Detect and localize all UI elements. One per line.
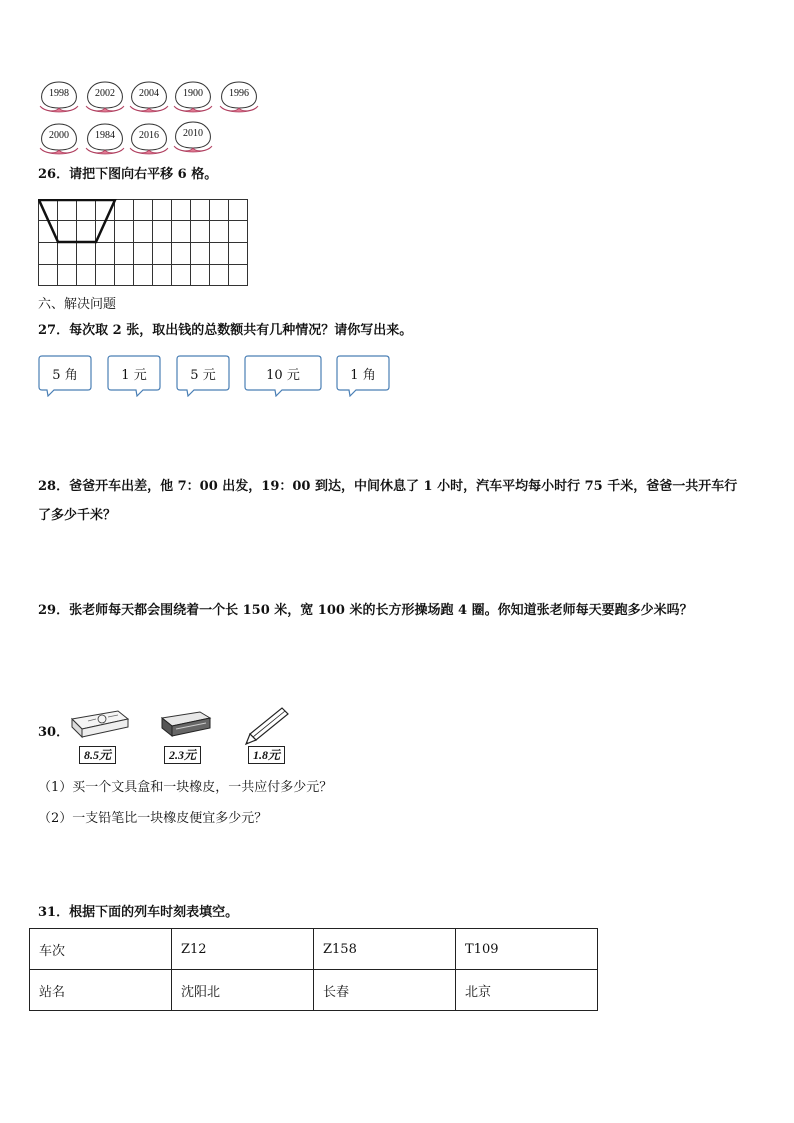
translation-grid (38, 199, 250, 289)
table-row (30, 929, 598, 970)
question-text-line2: 了多少千米？ (38, 508, 117, 523)
table-cell: 长春 (314, 970, 456, 1011)
question-31 (38, 904, 238, 922)
question-28-line2 (38, 507, 116, 525)
question-number: 27． (38, 323, 70, 338)
table-cell: Z158 (314, 929, 456, 970)
peach-year: 1984 (95, 130, 115, 141)
money-card (38, 355, 92, 389)
question-text-line1: 爸爸开车出差，他 7：00 出发，19：00 到达，中间休息了 1 小时，汽车平均每小时行 75 千米，爸爸一共开车行 (69, 479, 738, 494)
question-number: 29． (38, 603, 70, 618)
peach-1998 (36, 78, 82, 118)
peach-2016 (126, 120, 172, 160)
price-tag: 8.5元 (79, 746, 116, 764)
money-card (244, 355, 322, 389)
question-30-sub2: （2）一支铅笔比一块橡皮便宜多少元？ (38, 811, 268, 826)
money-card (176, 355, 230, 389)
peach-year: 2004 (139, 88, 159, 99)
peach-1984 (82, 120, 128, 160)
peach-2000 (36, 120, 82, 160)
question-30-number (38, 724, 69, 742)
peach-year: 2016 (139, 130, 159, 141)
money-card (107, 355, 161, 389)
question-number: 31． (38, 905, 70, 920)
peach-year: 1996 (229, 88, 249, 99)
price-tag: 1.8元 (248, 746, 285, 764)
peach-year: 1998 (49, 88, 69, 99)
table-cell: 车次 (30, 929, 172, 970)
question-30-sub1: （1）买一个文具盒和一块橡皮，一共应付多少元？ (38, 780, 333, 795)
question-27 (38, 322, 412, 340)
section-heading: 六、解决问题 (38, 297, 117, 312)
train-timetable (29, 928, 598, 1011)
peach-year: 2000 (49, 130, 69, 141)
table-row (30, 970, 598, 1011)
question-text: 张老师每天都会围绕着一个长 150 米，宽 100 米的长方形操场跑 4 圈。你知道张老师每天要跑多少米吗？ (69, 603, 693, 618)
money-card (336, 355, 390, 389)
peach-1996 (216, 78, 262, 118)
money-card-label: 5 元 (190, 368, 216, 383)
table-cell: Z12 (172, 929, 314, 970)
question-number: 28． (38, 479, 70, 494)
money-card-label: 1 角 (350, 368, 376, 383)
pencil-icon (242, 706, 292, 746)
question-28 (38, 478, 737, 496)
peach-2002 (82, 78, 128, 118)
question-29 (38, 602, 693, 620)
question-number: 26． (38, 167, 70, 182)
eraser-icon (156, 708, 214, 740)
peach-2004 (126, 78, 172, 118)
question-number: 30． (38, 725, 70, 740)
question-text: 根据下面的列车时刻表填空。 (69, 905, 239, 920)
table-cell: 沈阳北 (172, 970, 314, 1011)
question-text: 每次取 2 张，取出钱的总数额共有几种情况？请你写出来。 (69, 323, 413, 338)
question-text: 请把下图向右平移 6 格。 (69, 167, 218, 182)
money-card-label: 5 角 (52, 368, 78, 383)
money-card-label: 10 元 (266, 368, 300, 383)
peach-2010 (170, 118, 216, 158)
table-cell: T109 (456, 929, 598, 970)
peach-1900 (170, 78, 216, 118)
peach-year: 1900 (183, 88, 203, 99)
table-cell: 站名 (30, 970, 172, 1011)
price-tag: 2.3元 (164, 746, 201, 764)
pencil-box-icon (68, 705, 130, 739)
money-card-label: 1 元 (121, 368, 147, 383)
question-26 (38, 166, 217, 184)
peach-year: 2002 (95, 88, 115, 99)
table-cell: 北京 (456, 970, 598, 1011)
peach-year: 2010 (183, 128, 203, 139)
